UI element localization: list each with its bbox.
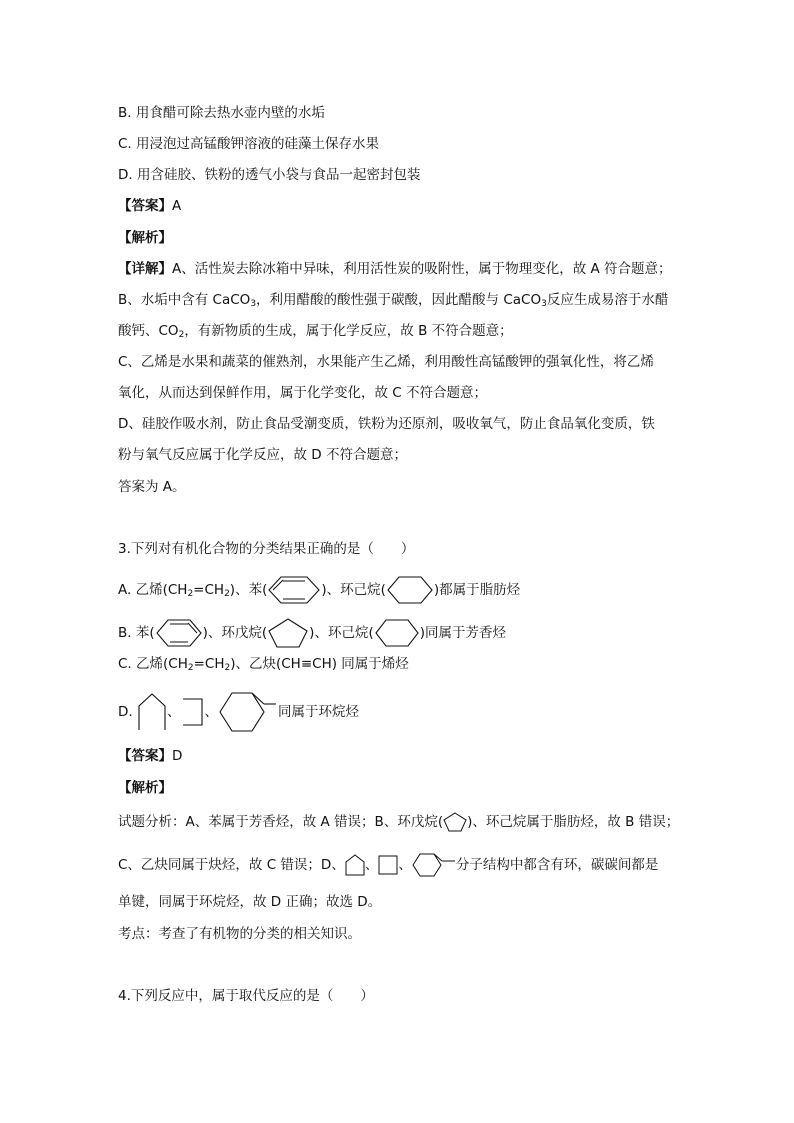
- q3-stem: 3.下列对有机化合物的分类结果正确的是（ ）: [118, 541, 415, 557]
- q3-option-c: C. 乙烯$(CH_2=CH_2)$、乙炔(CH≡CH) 同属于烯烃: [118, 656, 409, 673]
- q2-option-d: D. 用含硅胶、铁粉的透气小袋与食品一起密封包装: [118, 167, 421, 183]
- q2-answer: [118, 197, 181, 215]
- answer-value: A: [172, 198, 182, 214]
- q2-conclusion: 答案为 A。: [118, 479, 186, 495]
- q2-detail-b-line2: 酸钙、$CO_2$，有新物质的生成，属于化学反应，故 B 不符合题意；: [118, 323, 513, 340]
- option-b-text: )、环己烷(: [309, 625, 374, 641]
- q3-kaodian: 考点：考查了有机物的分类的相关知识。: [118, 926, 361, 942]
- square-ring-structure-icon: [180, 697, 204, 727]
- option-c-text: C. 乙烯(CH: [118, 656, 188, 672]
- option-b-text: )、环戊烷(: [202, 625, 268, 641]
- option-a-text: =CH: [193, 582, 225, 598]
- analysis-text: 分子结构中都含有环，碳碳间都是: [455, 857, 659, 873]
- detail-b-text: ，有新物质的生成，属于化学反应，故 B 不符合题意；: [184, 323, 513, 339]
- cyclohexyl-chain-structure-icon: [218, 690, 278, 734]
- analysis-tag: 【解析】: [118, 230, 172, 246]
- analysis-tag: 【解析】: [118, 780, 172, 796]
- answer-value: D: [172, 748, 183, 764]
- analysis-text: )、环己烷属于脂肪烃，故 B 错误；: [467, 814, 680, 830]
- q2-option-c: C. 用浸泡过高锰酸钾溶液的硅藻土保存水果: [118, 136, 380, 152]
- q3-analysis-line2: [118, 852, 658, 878]
- cyclohexane-structure-icon: [386, 575, 434, 605]
- benzene-structure-icon: [155, 618, 203, 648]
- q3-analysis-line3: 单键，同属于环烷烃，故 D 正确；故选 D。: [118, 894, 382, 910]
- q2-detail-d-line2: 粉与氧气反应属于化学反应，故 D 不符合题意；: [118, 447, 407, 463]
- detail-tag: 【详解】: [118, 261, 172, 277]
- detail-b-text: ，利用醋酸的酸性强于碳酸，因此醋酸与 CaCO: [256, 292, 542, 308]
- analysis-text: 试题分析：A、苯属于芳香烃，故 A 错误；B、环戊烷(: [118, 814, 444, 830]
- separator: 、: [398, 857, 412, 873]
- cyclopentane-structure-icon: [443, 812, 467, 832]
- q3-answer: [118, 747, 182, 765]
- pentagon-ring-structure-icon: [345, 854, 365, 876]
- q2-detail-c-line1: C、乙烯是水果和蔬菜的催熟剂，水果能产生乙烯，利用酸性高锰酸钾的强氧化性，将乙烯: [118, 354, 654, 370]
- cyclopentane-structure-icon: [267, 617, 309, 649]
- option-d-text: 同属于环烷烃: [277, 704, 359, 720]
- pentagon-ring-structure-icon: [137, 692, 167, 732]
- q2-analysis-tag: [118, 229, 172, 247]
- q2-detail-b-line1: B、水垢中含有 CaCO$_3$，利用醋酸的酸性强于碳酸，因此醋酸与 CaCO$_3$反应生成易溶于水醋: [118, 292, 669, 309]
- q3-analysis-line1: [118, 812, 679, 832]
- analysis-text: C、乙炔同属于炔烃，故 C 错误；D、: [118, 857, 345, 873]
- benzene-structure-icon: [267, 575, 321, 605]
- option-a-text: )都属于脂肪烃: [433, 582, 521, 598]
- detail-b-text: 反应生成易溶于水醋: [546, 292, 669, 308]
- option-d-label: D.: [118, 704, 133, 720]
- q3-option-b: [118, 617, 506, 649]
- option-b-text: B. 苯(: [118, 625, 155, 641]
- square-ring-structure-icon: [378, 855, 398, 875]
- q2-detail-a: [118, 260, 672, 278]
- detail-b-text: B、水垢中含有 CaCO: [118, 292, 251, 308]
- answer-tag: 【答案】: [118, 748, 172, 764]
- detail-a-text: A、活性炭去除冰箱中异味，利用活性炭的吸附性，属于物理变化，故 A 符合题意；: [172, 261, 672, 277]
- option-c-text: )、乙炔(CH≡CH) 同属于烯烃: [230, 656, 409, 672]
- option-b-text: )同属于芳香烃: [419, 625, 506, 641]
- detail-b-text: 酸钙、CO: [118, 323, 179, 339]
- option-a-text: )、环己烷(: [321, 582, 386, 598]
- separator: 、: [364, 857, 379, 873]
- option-a-text: A. 乙烯(CH: [118, 582, 188, 598]
- separator: 、: [204, 704, 218, 720]
- answer-tag: 【答案】: [118, 198, 172, 214]
- option-c-text: =CH: [193, 656, 225, 672]
- q2-option-b: B. 用食醋可除去热水壶内壁的水垢: [118, 105, 325, 121]
- cyclohexane-structure-icon: [374, 618, 420, 648]
- q2-detail-c-line2: 氧化，从而达到保鲜作用，属于化学变化，故 C 不符合题意；: [118, 385, 488, 401]
- q3-option-a: A. 乙烯$(CH_2=CH_2)$、苯( )、环己烷( )都属于脂肪烃: [118, 575, 520, 605]
- cyclohexyl-chain-structure-icon: [412, 853, 456, 877]
- q2-detail-d-line1: D、硅胶作吸水剂，防止食品受潮变质，铁粉为还原剂，吸收氧气，防止食品氧化变质，铁: [118, 416, 655, 432]
- q3-option-d: [118, 690, 359, 734]
- q4-stem: 4.下列反应中，属于取代反应的是（ ）: [118, 988, 374, 1004]
- q3-analysis-tag: [118, 779, 172, 797]
- separator: 、: [166, 704, 181, 720]
- option-a-text: )、苯(: [229, 582, 268, 598]
